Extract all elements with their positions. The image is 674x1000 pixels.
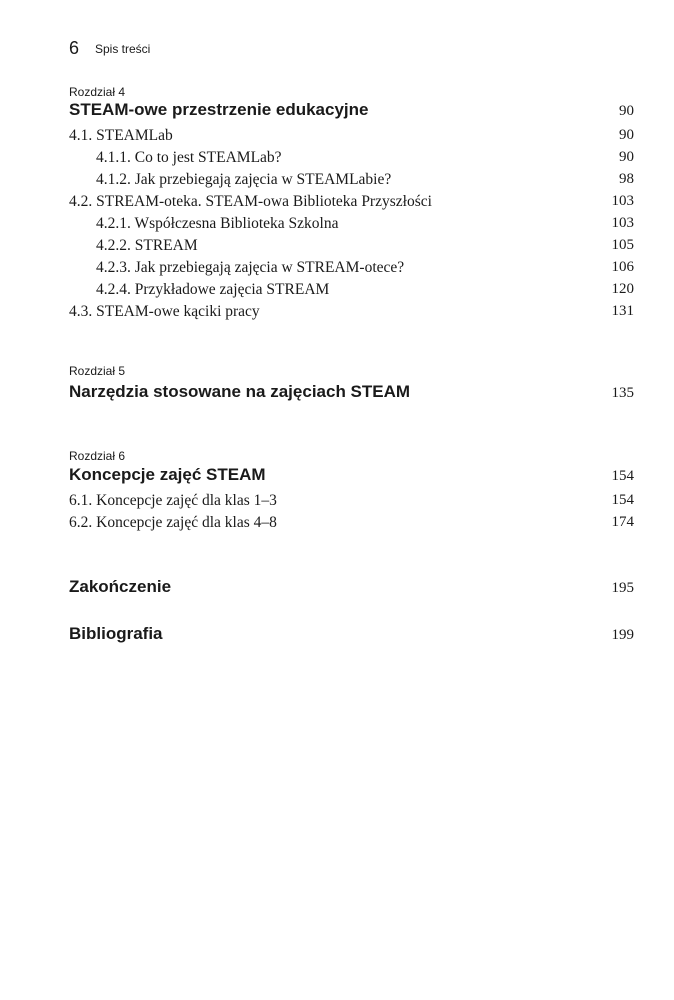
entry-title: 6.2. Koncepcje zajęć dla klas 4–8 bbox=[69, 514, 277, 531]
chapter-heading[interactable] bbox=[0, 465, 674, 487]
toc-entry[interactable] bbox=[0, 127, 674, 149]
page-ref: 90 bbox=[619, 149, 634, 165]
entry-title: 4.3. STEAM-owe kąciki pracy bbox=[69, 303, 260, 320]
chapter-title: Narzędzia stosowane na zajęciach STEAM bbox=[69, 382, 411, 401]
page-ref: 98 bbox=[619, 171, 634, 187]
entry-title: 4.1.1. Co to jest STEAMLab? bbox=[96, 149, 282, 166]
chapter-heading[interactable] bbox=[0, 100, 674, 122]
page-ref: 90 bbox=[619, 127, 634, 143]
entry-title: 4.2.2. STREAM bbox=[96, 237, 198, 254]
chapter-title: Koncepcje zajęć STEAM bbox=[69, 465, 266, 484]
page-ref: 154 bbox=[611, 492, 634, 508]
page-ref: 199 bbox=[611, 627, 634, 643]
entry-title: 4.2.4. Przykładowe zajęcia STREAM bbox=[96, 281, 330, 298]
page-ref: 103 bbox=[611, 215, 634, 231]
toc-entry[interactable] bbox=[0, 171, 674, 193]
section-heading-conclusion[interactable] bbox=[0, 577, 674, 599]
page-ref: 154 bbox=[611, 468, 634, 484]
page-ref: 135 bbox=[611, 385, 634, 401]
page-number: 6 bbox=[69, 38, 80, 58]
entry-title: 4.2.3. Jak przebiegają zajęcia w STREAM-otece? bbox=[96, 259, 405, 276]
page-ref: 90 bbox=[619, 103, 634, 119]
chapter-heading[interactable] bbox=[0, 382, 674, 404]
entry-title: 4.2. STREAM-oteka. STEAM-owa Biblioteka Przyszłości bbox=[69, 193, 432, 210]
entry-title: 4.1. STEAMLab bbox=[69, 127, 173, 144]
section-heading-bibliography[interactable] bbox=[0, 624, 674, 646]
toc-entry[interactable] bbox=[0, 514, 674, 536]
toc-entry[interactable] bbox=[0, 259, 674, 281]
toc-entry[interactable] bbox=[0, 303, 674, 325]
entry-title: 6.1. Koncepcje zajęć dla klas 1–3 bbox=[69, 492, 277, 509]
page-ref: 174 bbox=[611, 514, 634, 530]
toc-entry[interactable] bbox=[0, 215, 674, 237]
toc-entry[interactable] bbox=[0, 492, 674, 514]
page-ref: 103 bbox=[611, 193, 634, 209]
page-ref: 195 bbox=[611, 580, 634, 596]
toc-entry[interactable] bbox=[0, 193, 674, 215]
toc-entry[interactable] bbox=[0, 149, 674, 171]
page-ref: 120 bbox=[611, 281, 634, 297]
entry-title: 4.2.1. Współczesna Biblioteka Szkolna bbox=[96, 215, 339, 232]
page-ref: 106 bbox=[611, 259, 634, 275]
chapter-label: Rozdział 4 bbox=[69, 85, 126, 99]
page-ref: 131 bbox=[611, 303, 634, 319]
page-ref: 105 bbox=[611, 237, 634, 253]
toc-entry[interactable] bbox=[0, 281, 674, 303]
entry-title: 4.1.2. Jak przebiegają zajęcia w STEAMLabie? bbox=[96, 171, 392, 188]
chapter-label: Rozdział 5 bbox=[69, 364, 126, 378]
section-title: Bibliografia bbox=[69, 624, 163, 643]
section-title: Zakończenie bbox=[69, 577, 172, 596]
running-header-title: Spis treści bbox=[95, 42, 151, 56]
toc-entry[interactable] bbox=[0, 237, 674, 259]
chapter-title: STEAM-owe przestrzenie edukacyjne bbox=[69, 100, 369, 119]
chapter-label: Rozdział 6 bbox=[69, 449, 126, 463]
